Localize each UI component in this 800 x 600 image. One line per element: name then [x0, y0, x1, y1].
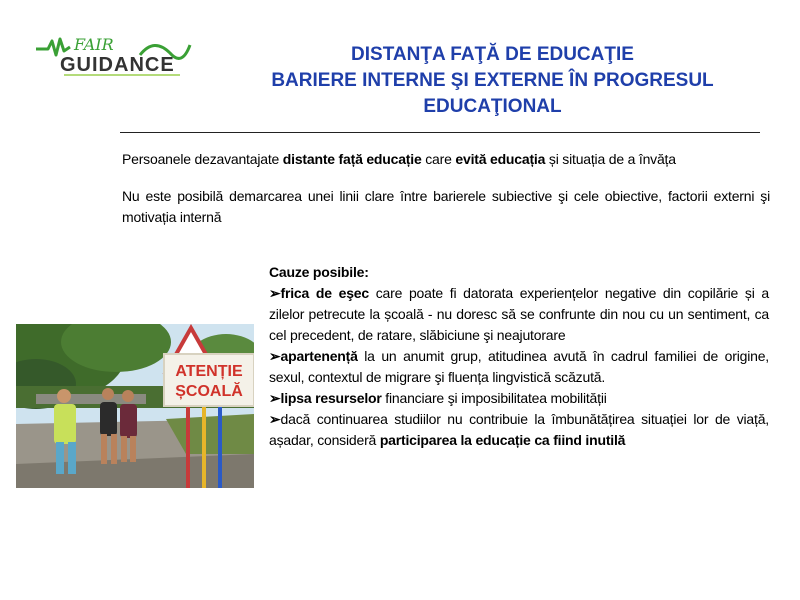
title-divider: [120, 132, 760, 133]
sign-line-2: ȘCOALĂ: [175, 383, 243, 400]
cause-item-fear-bold: frica de eşec: [280, 285, 369, 301]
possible-causes: [269, 262, 769, 451]
cause-item-resources-bold: lipsa resurselor: [280, 390, 382, 406]
title-line-2: BARIERE INTERNE ŞI EXTERNE ÎN PROGRESUL: [271, 70, 714, 91]
intro-text-3: și situația de a învăța: [545, 151, 676, 167]
cause-item-usefulness-text: dacă continuarea studiilor nu contribuie la îmbunătățirea situației lor de viață, așadar, consideră: [269, 411, 769, 448]
cause-item-fear: [269, 283, 769, 346]
page-title: [220, 42, 765, 120]
arrow-bullet-icon: ➢: [269, 285, 281, 301]
sign-line-1: ATENȚIE: [175, 363, 243, 380]
intro-text-2: care: [421, 151, 456, 167]
arrow-bullet-icon: ➢: [269, 411, 281, 427]
cause-item-belonging-text: la un anumit grup, atitudinea avută în cadrul familiei de origine, sexul, contextul de migrare şi fluența lingvistică scăzută.: [269, 348, 769, 385]
arrow-bullet-icon: ➢: [269, 348, 281, 364]
cause-item-resources: [269, 388, 769, 409]
title-line-3: EDUCAŢIONAL: [423, 96, 562, 117]
intro-text-1: Persoanele dezavantajate: [122, 151, 283, 167]
cause-item-fear-text: care poate fi datorata experiențelor negative din copilărie și a zilelor petrecute la școală - nu doresc să se confrunte din nou cu un sentiment, ca cel precedent, de ratare, slăbiciune şi neajutorare: [269, 285, 769, 343]
logo-fair-text: FAIR: [74, 35, 114, 54]
cause-item-usefulness-bold: participarea la educație ca fiind inutilă: [379, 432, 626, 448]
intro-paragraph: [122, 149, 770, 170]
fair-guidance-logo: [30, 15, 208, 93]
barriers-paragraph: Nu este posibilă demarcarea unei linii clare între barierele subiective şi cele obiective, factorii externi şi motivația internă: [122, 188, 770, 225]
school-sign-photo: [16, 324, 254, 488]
title-line-1: DISTANŢA FAŢĂ DE EDUCAŢIE: [351, 44, 634, 65]
logo-guidance-text: GUIDANCE: [60, 54, 175, 76]
cause-item-belonging-bold: apartenență: [280, 348, 358, 364]
intro-bold-2: evită educația: [455, 151, 546, 167]
arrow-bullet-icon: ➢: [269, 390, 281, 406]
cause-item-usefulness: [269, 409, 769, 451]
cause-item-resources-text: financiare şi imposibilitatea mobilității: [381, 390, 607, 406]
causes-heading: Cauze posibile:: [269, 264, 369, 280]
intro-bold-1: distante față educație: [282, 151, 422, 167]
cause-item-belonging: [269, 346, 769, 388]
